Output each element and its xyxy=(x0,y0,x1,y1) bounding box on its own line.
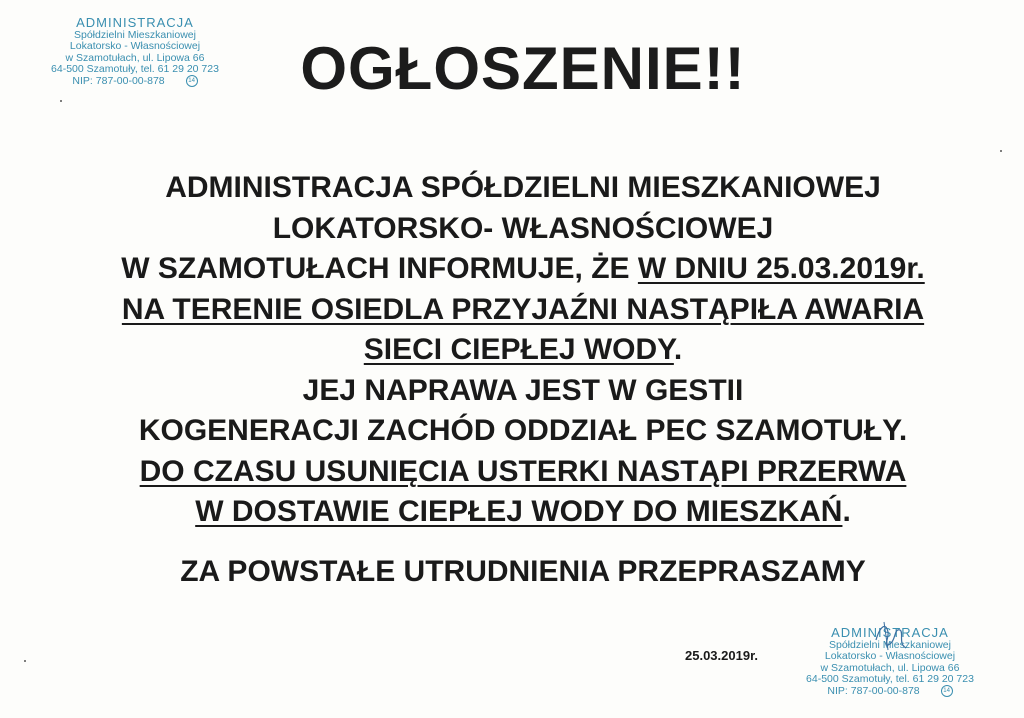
announcement-body xyxy=(0,168,1024,533)
body-text-segment: . xyxy=(842,495,851,528)
body-underlined: DO CZASU USUNIĘCIA USTERKI NASTĄPI PRZERWA xyxy=(139,454,907,488)
stamp-line: Lokatorsko - Własnościowej xyxy=(824,650,956,663)
stamp-line: Spółdzielni Mieszkaniowej xyxy=(829,639,951,652)
stamp-line: w Szamotułach, ul. Lipowa 66 xyxy=(820,661,960,674)
body-line: LOKATORSKO- WŁASNOŚCIOWEJ xyxy=(272,211,774,245)
page-title: OGŁOSZENIE!! xyxy=(300,35,746,102)
stamp-line: 64-500 Szamotuły, tel. 61 29 20 723 xyxy=(806,673,974,686)
date-emphasis: W DNIU 25.03.2019r. xyxy=(637,252,925,285)
body-line xyxy=(0,492,1024,533)
stamp-line: Spółdzielni Mieszkaniowej xyxy=(74,29,196,42)
body-text-segment: . xyxy=(673,333,683,366)
stamp-line: Lokatorsko - Własnościowej xyxy=(69,40,201,53)
body-line xyxy=(0,290,1024,331)
document-date: 25.03.2019r. xyxy=(685,648,759,663)
stamp-title: ADMINISTRACJA xyxy=(831,625,949,640)
stamp-number-badge: 14 xyxy=(186,75,198,87)
body-text-segment: W SZAMOTUŁACH INFORMUJE, ŻE xyxy=(121,252,638,285)
body-line: JEJ NAPRAWA JEST W GESTII xyxy=(302,373,744,407)
scan-speck xyxy=(1000,150,1002,152)
body-underlined: SIECI CIEPŁEJ WODY xyxy=(363,333,674,366)
body-line xyxy=(0,249,1024,290)
stamp-number-badge: 14 xyxy=(941,685,953,697)
body-line: KOGENERACJI ZACHÓD ODDZIAŁ PEC SZAMOTUŁY. xyxy=(138,414,908,447)
stamp-line: 64-500 Szamotuły, tel. 61 29 20 723 xyxy=(51,63,219,76)
stamp-nip: NIP: 787-00-00-878 xyxy=(72,75,165,88)
handwritten-signature xyxy=(870,618,910,654)
closing-apology: ZA POWSTAŁE UTRUDNIENIA PRZEPRASZAMY xyxy=(180,555,866,588)
stamp-line-nip xyxy=(790,685,990,697)
body-underlined: W DOSTAWIE CIEPŁEJ WODY DO MIESZKAŃ xyxy=(195,495,843,528)
body-line xyxy=(0,330,1024,371)
stamp-nip: NIP: 787-00-00-878 xyxy=(827,685,920,698)
stamp-title: ADMINISTRACJA xyxy=(76,15,194,30)
body-underlined: NA TERENIE OSIEDLA PRZYJAŹNI NASTĄPIŁA AWARIA xyxy=(121,292,925,326)
body-line xyxy=(0,452,1024,493)
scan-speck xyxy=(24,660,26,662)
scan-speck xyxy=(60,100,62,102)
body-line: ADMINISTRACJA SPÓŁDZIELNI MIESZKANIOWEJ xyxy=(165,171,881,204)
stamp-line: w Szamotułach, ul. Lipowa 66 xyxy=(65,51,205,64)
